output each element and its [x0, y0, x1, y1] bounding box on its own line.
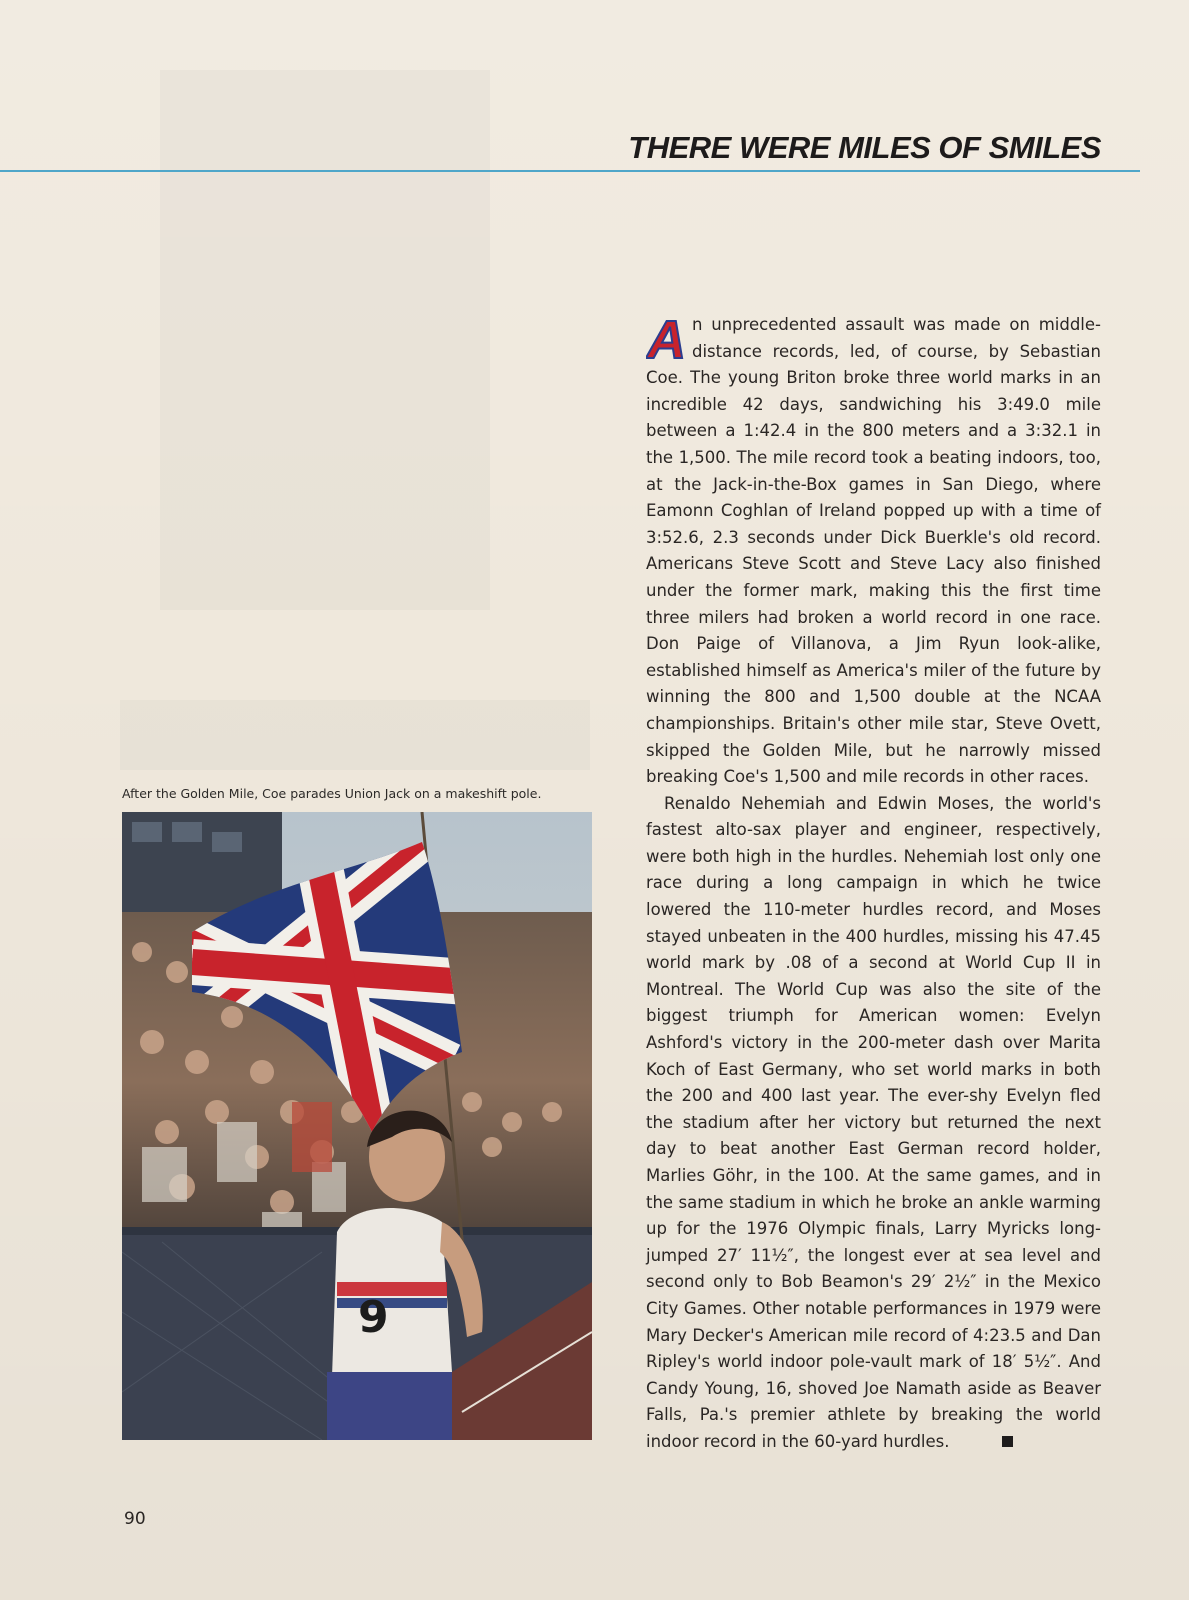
page-number: 90	[124, 1509, 146, 1529]
page-headline: THERE WERE MILES OF SMILES	[628, 130, 1101, 165]
show-through-block	[160, 70, 490, 610]
article-body	[646, 312, 1101, 1456]
photo-caption: After the Golden Mile, Coe parades Union Jack on a makeshift pole.	[122, 786, 542, 801]
paragraph-2-text: Renaldo Nehemiah and Edwin Moses, the world's fastest alto-sax player and engineer, respectively, were both high in the hurdles. Nehemiah lost only one race during a long campaign in which he twice lowered the 110-meter hurdles record, and Moses stayed unbeaten in the 400 hurdles, missing his 47.45 world mark by .08 of a second at World Cup II in Montreal. The World Cup was also the site of the biggest triumph for American women: Evelyn Ashford's victory in the 200-meter dash over Marita Koch of East Germany, who set world marks in both the 200 and 400 last year. The ever-shy Evelyn fled the stadium after her victory but returned the next day to beat another East German record holder, Marlies Göhr, in the 100. At the same games, and in the same stadium in which he broke an ankle warming up for the 1976 Olympic finals, Larry Myricks long-jumped 27′ 11½″, the longest ever at sea level and second only to Bob Beamon's 29′ 2½″ in the Mexico City Games. Other notable performances in 1979 were Mary Decker's American mile record of 4:23.5 and Dan Ripley's world indoor pole-vault mark of 18′ 5½″. And Candy Young, 16, shoved Joe Namath aside as Beaver Falls, Pa.'s premier athlete by breaking the world indoor record in the 60-yard hurdles.	[646, 793, 1101, 1451]
bib-number: 9	[358, 1292, 389, 1343]
article-paragraph-2	[646, 791, 1101, 1456]
dropcap-letter	[646, 315, 686, 361]
coe-flag-photo	[122, 812, 592, 1440]
header-rule	[0, 170, 1140, 172]
paragraph-1-text: n unprecedented assault was made on middle-distance records, led, of course, by Sebastian Coe. The young Briton broke three world marks in an incredible 42 days, sandwiching his 3:49.0 mile between a 1:42.4 in the 800 meters and a 3:32.1 in the 1,500. The mile record took a beating indoors, too, at the Jack-in-the-Box games in San Diego, where Eamonn Coghlan of Ireland popped up with a time of 3:52.6, 2.3 seconds under Dick Buerkle's old record. Americans Steve Scott and Steve Lacy also finished under the former mark, making this the first time three milers had broken a world record in one race. Don Paige of Villanova, a Jim Ryun look-alike, established himself as America's miler of the future by winning the 800 and 1,500 double at the NCAA championships. Britain's other mile star, Steve Ovett, skipped the Golden Mile, but he narrowly missed breaking Coe's 1,500 and mile records in other races.	[646, 315, 1101, 787]
end-of-article-mark	[1002, 1436, 1013, 1447]
svg-text:A: A	[647, 315, 686, 361]
show-through-block	[120, 700, 590, 770]
article-paragraph-1	[646, 312, 1101, 791]
